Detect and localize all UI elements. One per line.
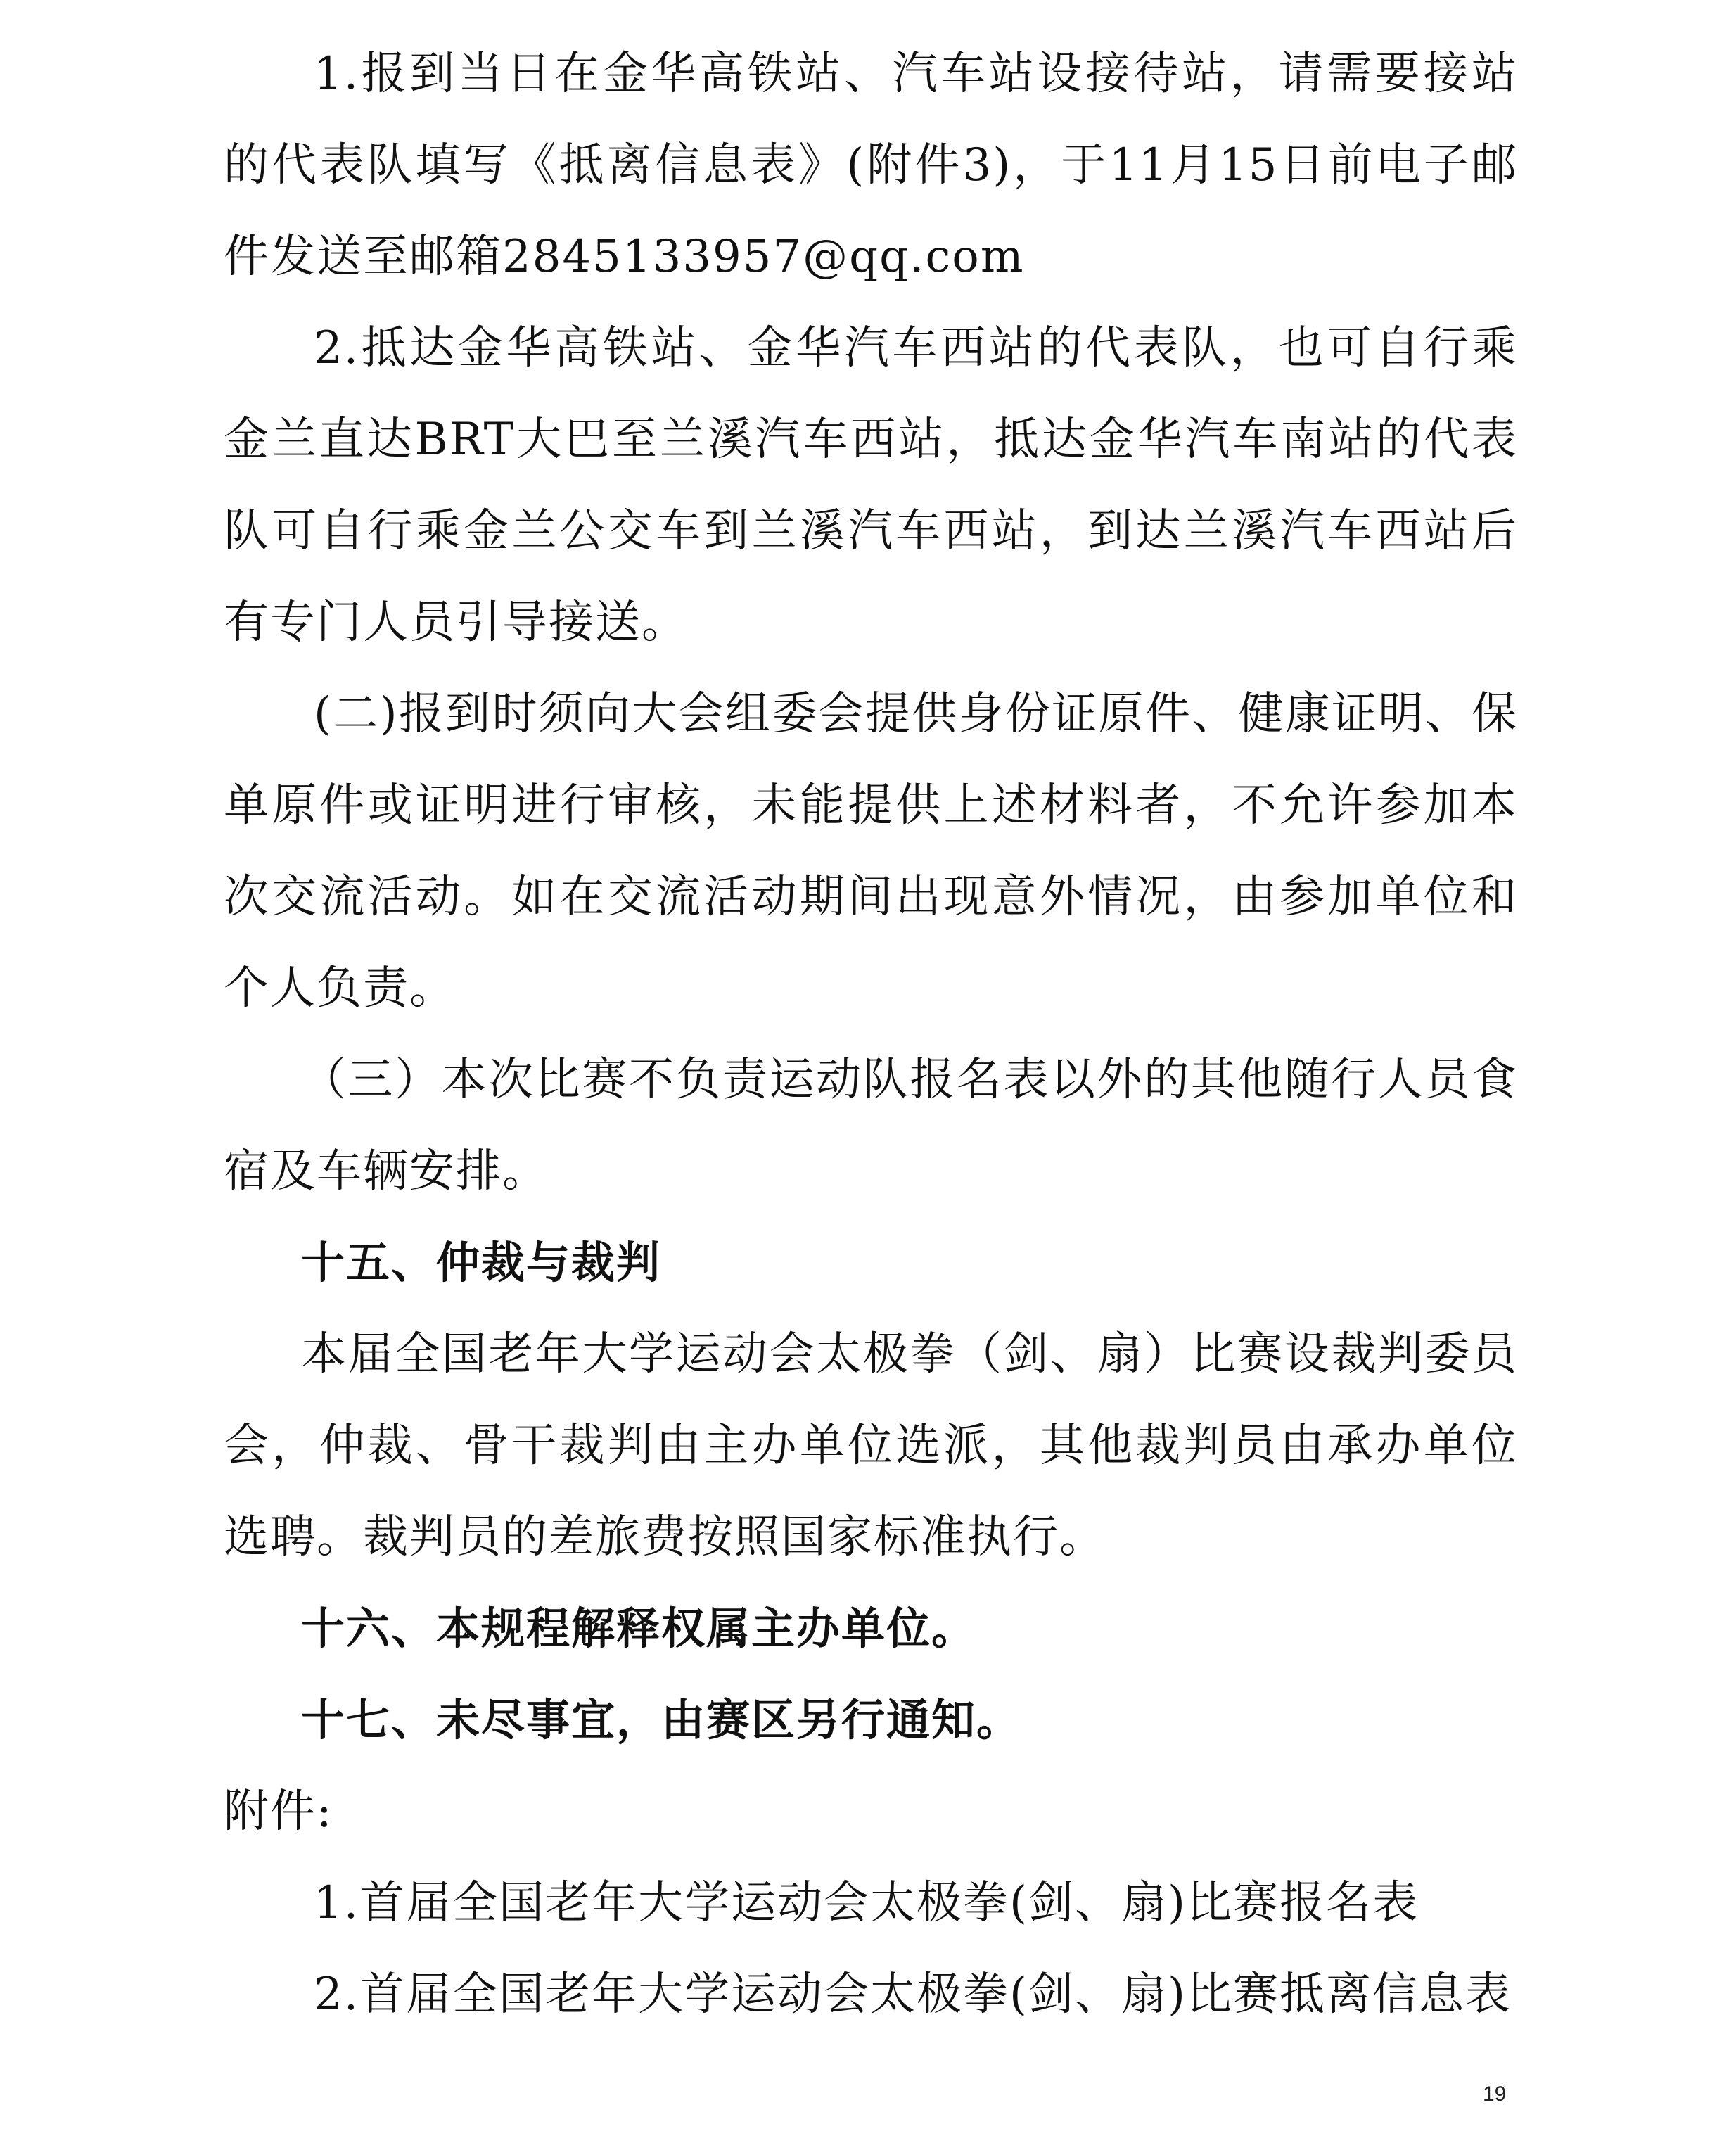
paragraph-reception-station: 1.报到当日在金华高铁站、汽车站设接待站，请需要接站的代表队填写《抵离信息表》(附件3)，于11月15日前电子邮件发送至邮箱2845133957@qq.com	[224, 48, 1518, 283]
attachments-label: 附件:	[224, 1786, 333, 1838]
page-number: 19	[1483, 2082, 1507, 2106]
paragraph-accompanying-persons: （三）本次比赛不负责运动队报名表以外的其他随行人员食宿及车辆安排。	[224, 1054, 1518, 1197]
paragraph-referee-committee: 本届全国老年大学运动会太极拳（剑、扇）比赛设裁判委员会，仲裁、骨干裁判由主办单位选派，其他裁判员由承办单位选聘。裁判员的差旅费按照国家标准执行。	[224, 1328, 1518, 1563]
section-heading-other-matters: 十七、未尽事宜，由赛区另行通知。	[301, 1694, 1022, 1745]
section-heading-interpretation: 十六、本规程解释权属主办单位。	[301, 1603, 977, 1654]
attachment-item-2: 2.首届全国老年大学运动会太极拳(剑、扇)比赛抵离信息表	[314, 1969, 1512, 2021]
attachment-item-1: 1.首届全国老年大学运动会太极拳(剑、扇)比赛报名表	[314, 1877, 1419, 1929]
paragraph-registration-documents: (二)报到时须向大会组委会提供身份证原件、健康证明、保单原件或证明进行审核，未能提供上述材料者，不允许参加本次交流活动。如在交流活动期间出现意外情况，由参加单位和个人负责。	[224, 688, 1518, 1015]
document-body	[224, 28, 1518, 2040]
paragraph-transport-options: 2.抵达金华高铁站、金华汽车西站的代表队，也可自行乘金兰直达BRT大巴至兰溪汽车西站，抵达金华汽车南站的代表队可自行乘金兰公交车到兰溪汽车西站，到达兰溪汽车西站后有专门人员引导接送。	[224, 322, 1518, 649]
section-heading-arbitration: 十五、仲裁与裁判	[301, 1237, 662, 1288]
